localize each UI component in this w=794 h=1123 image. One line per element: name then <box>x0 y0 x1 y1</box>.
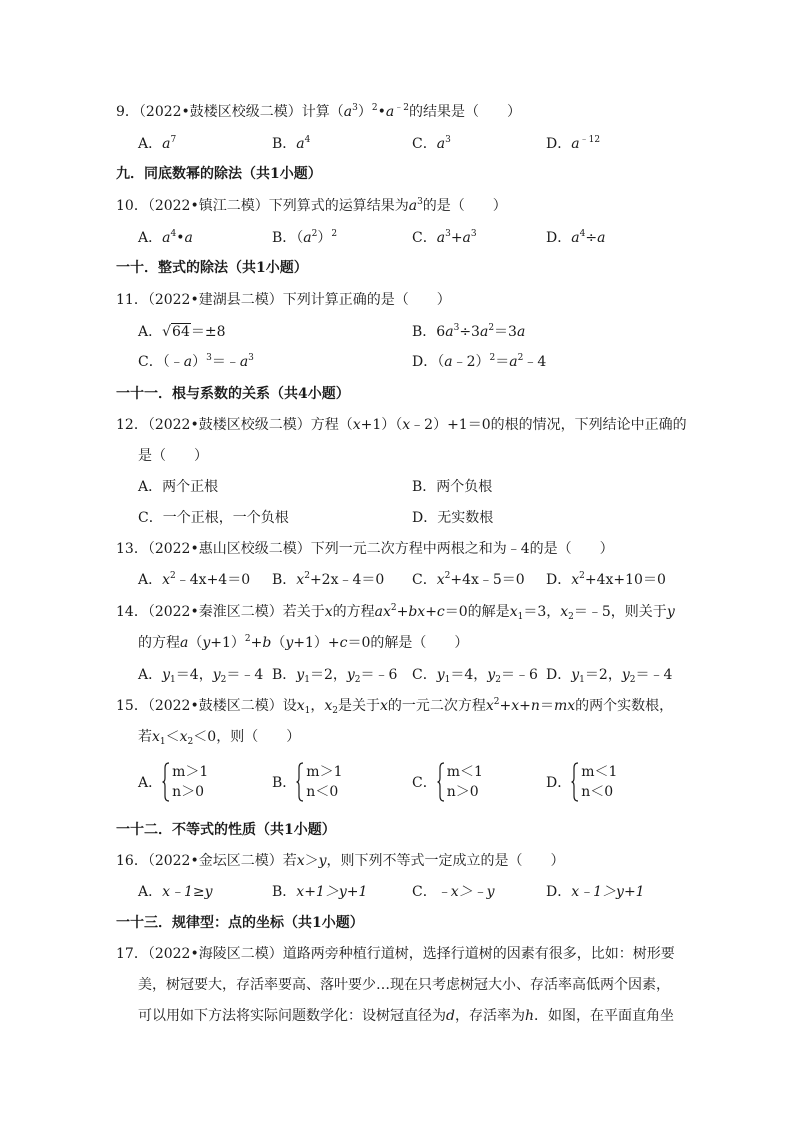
left-brace-icon <box>571 762 579 802</box>
question-13-option-b: B．$x^2+2x﹣4=0$ <box>272 571 385 588</box>
question-15-option-c: C． m＜1 n＞0 <box>412 764 483 800</box>
question-12-option-b: B．两个负根 <box>412 479 493 495</box>
section-heading-9: 九．同底数幂的除法（共1小题） <box>116 166 322 182</box>
question-10-option-b: B．$(a^2)^2$ <box>272 229 338 246</box>
question-11-option-d: D．$(a﹣2)^2=a^2﹣4$ <box>412 353 547 370</box>
question-12-stem-line2: 是（ ） <box>138 448 208 464</box>
section-heading-13: 一十三．规律型：点的坐标（共1小题） <box>116 915 364 931</box>
question-14-stem-line1: 14．（2022•秦淮区二模）若关于x的方程$ax^2+bx+c=0$的解是$x_1=3$，$x_2=﹣5$，则关于y <box>116 603 675 622</box>
question-17-stem-line3: 可以用如下方法将实际问题数学化：设树冠直径为d，存活率为h．如图，在平面直角坐 <box>138 1008 674 1024</box>
question-16-option-b: B．x+1＞y+1 <box>272 884 368 900</box>
question-13-stem: 13．（2022•惠山区校级二模）下列一元二次方程中两根之和为﹣4的是（ ） <box>116 541 614 557</box>
left-brace-icon <box>162 762 170 802</box>
question-16-option-a: A．x﹣1≥y <box>138 884 213 900</box>
question-14-option-a: A．$y_1=4$，$y_2=﹣4$ <box>138 667 264 685</box>
question-16-option-d: D．x﹣1＞y+1 <box>546 884 645 900</box>
question-15-stem-line2: 若$x_1<x_2<0$，则（ ） <box>138 729 301 747</box>
question-11-option-a: A．√64＝±8 <box>138 324 226 340</box>
question-10-option-c: C．$a^3+a^3$ <box>412 229 477 246</box>
question-9-option-c: C．$a^3$ <box>412 135 451 152</box>
question-9-stem: 9．（2022•鼓楼区校级二模）计算$(a^3)^2•a^{﹣2}$的结果是（ ） <box>116 103 521 120</box>
question-17-stem-line2: 美，树冠要大，存活率要高、落叶要少…现在只考虑树冠大小、存活率高低两个因素， <box>138 977 670 993</box>
question-11-stem: 11．（2022•建湖县二模）下列计算正确的是（ ） <box>116 292 451 308</box>
question-9-option-a: A．$a^7$ <box>138 135 177 152</box>
question-16-option-c: C．﹣x＞﹣y <box>412 884 495 900</box>
section-heading-12: 一十二．不等式的性质（共1小题） <box>116 822 336 838</box>
question-12-option-c: C．一个正根，一个负根 <box>138 510 289 526</box>
question-11-option-b: B．$6a^3\div 3a^2=3a$ <box>412 323 526 340</box>
question-12-stem-line1: 12．（2022•鼓楼区校级二模）方程（x+1）（x﹣2）+1＝0的根的情况，下列结论中正确的 <box>116 417 687 433</box>
question-13-option-a: A．$x^2﹣4x+4=0$ <box>138 571 251 588</box>
question-10-stem: 10．（2022•镇江二模）下列算式的运算结果为$a^3$的是（ ） <box>116 197 507 214</box>
question-12-option-a: A．两个正根 <box>138 479 219 495</box>
question-15-option-a: A． m＞1 n＞0 <box>138 764 209 800</box>
question-14-stem-line2: 的方程$a(y+1)^2+b(y+1)+c=0$的解是（ ） <box>138 634 469 651</box>
left-brace-icon <box>296 762 304 802</box>
question-14-option-d: D．$y_1=2$，$y_2=﹣4$ <box>546 667 673 685</box>
question-17-stem-line1: 17．（2022•海陵区二模）道路两旁种植行道树，选择行道树的因素有很多，比如：树形要 <box>116 946 675 962</box>
question-14-option-c: C．$y_1=4$，$y_2=﹣6$ <box>412 667 538 685</box>
section-heading-10: 一十．整式的除法（共1小题） <box>116 260 308 276</box>
question-14-option-b: B．$y_1=2$，$y_2=﹣6$ <box>272 667 398 685</box>
question-12-option-d: D．无实数根 <box>412 510 494 526</box>
question-10-option-a: A．$a^4•a$ <box>138 229 193 246</box>
question-10-option-d: D．$a^4\div a$ <box>546 229 606 246</box>
question-9-option-d: D．$a^{﹣12}$ <box>546 135 601 152</box>
question-9-option-b: B．$a^4$ <box>272 135 311 152</box>
question-16-stem: 16．（2022•金坛区二模）若x＞y，则下列不等式一定成立的是（ ） <box>116 853 565 869</box>
question-13-option-c: C．$x^2+4x﹣5=0$ <box>412 571 525 588</box>
question-11-option-c: C．$(﹣a)^3=﹣a^3$ <box>138 353 254 370</box>
question-15-option-d: D． m＜1 n＜0 <box>546 764 618 800</box>
section-heading-11: 一十一．根与系数的关系（共4小题） <box>116 386 350 402</box>
question-15-stem-line1: 15．（2022•鼓楼区二模）设$x_1$，$x_2$是关于x的一元二次方程$x^2+x+n=mx$的两个实数根， <box>116 697 674 716</box>
question-13-option-d: D．$x^2+4x+10=0$ <box>546 571 666 588</box>
question-15-option-b: B． m＞1 n＜0 <box>272 764 343 800</box>
sqrt-sign-icon: √ <box>162 324 172 340</box>
left-brace-icon <box>437 762 445 802</box>
